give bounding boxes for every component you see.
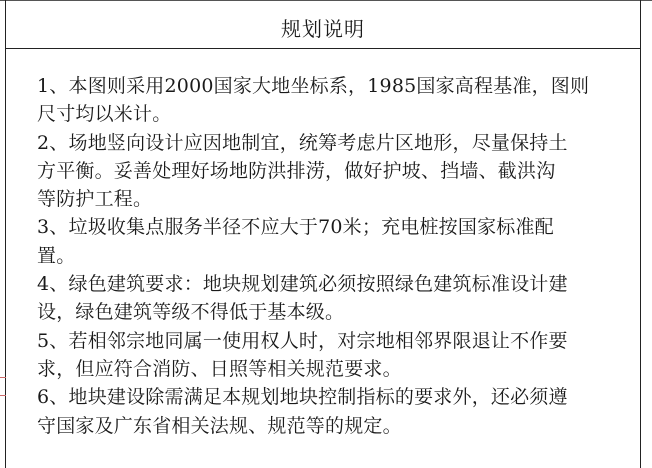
note-line: 2、场地竖向设计应因地制宜，统筹考虑片区地形，尽量保持土 [37, 131, 568, 154]
note-line: 尺寸均以米计。 [37, 103, 172, 126]
note-line: 守国家及广东省相关法规、规范等的规定。 [37, 414, 402, 437]
note-line: 3、垃圾收集点服务半径不应大于70米；充电桩按国家标准配 [37, 216, 554, 239]
notes-body [37, 72, 627, 440]
title-row [6, 6, 640, 48]
note-line: 5、若相邻宗地同属一使用权人时，对宗地相邻界限退让不作要 [37, 329, 568, 352]
note-line: 方平衡。妥善处理好场地防洪排涝，做好护坡、挡墙、截洪沟 [37, 159, 556, 182]
note-line: 置。 [37, 244, 76, 267]
note-line: 6、地块建设除需满足本规划地块控制指标的要求外，还必须遵 [37, 386, 568, 409]
frame-right-border [640, 0, 641, 468]
title-divider [5, 48, 641, 49]
frame-left-border [5, 0, 6, 468]
margin-mark [0, 377, 6, 378]
note-line: 设，绿色建筑等级不得低于基本级。 [37, 301, 345, 324]
section-title: 规划说明 [281, 16, 365, 41]
note-line: 1、本图则采用2000国家大地坐标系，1985国家高程基准，图则 [37, 75, 590, 97]
note-line: 4、绿色建筑要求：地块规划建筑必须按照绿色建筑标准设计建 [37, 273, 568, 296]
note-line: 求，但应符合消防、日照等相关规范要求。 [37, 357, 402, 380]
note-line: 等防护工程。 [37, 188, 153, 211]
frame-top-border [0, 0, 652, 1]
margin-mark [0, 395, 6, 396]
